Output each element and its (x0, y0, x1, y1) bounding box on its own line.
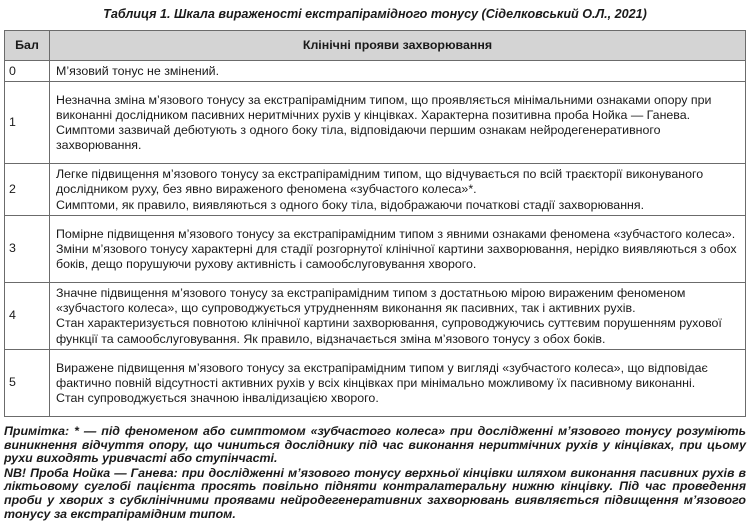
description-line: Легке підвищення м’язового тонусу за екстрапірамідним типом, що відчувається по всій траєкторії виконуваного дослідником руху, без явно вираженого феномена «зубчастого колеса»*. (56, 167, 704, 197)
score-cell: 2 (5, 164, 50, 216)
table-caption: Таблиця 1. Шкала вираженості екстрапірамідного тонусу (Сіделковський О.Л., 2021) (103, 7, 647, 21)
description-line: Стан характеризується повнотою клінічної картини захворювання, супроводжуючись суттєвим порушенням рухової функції та самообслуговування. Як правило, відзначається зміна м’язового тонусу з обох боків. (56, 316, 722, 346)
description-line: Симптоми, як правило, виявляються з одного боку тіла, відображаючи початкові стадії захворювання. (56, 197, 645, 212)
table-row (5, 164, 746, 216)
description-line: Симптоми зазвичай дебютують з одного боку тіла, відповідаючи першим ознакам нейродегенеративного захворювання. (56, 123, 661, 153)
score-cell: 4 (5, 282, 50, 349)
table-row (5, 82, 746, 164)
score-cell: 1 (5, 82, 50, 164)
table-row (5, 215, 746, 282)
table-notes (4, 425, 746, 522)
description-line: Незначна зміна м’язового тонусу за екстрапірамідним типом, що проявляється мінімальними ознаками опору при виконанні дослідником пасивних неритмічних рухів у кінцівках. Характерна позитивна проба Нойка — Ганева. (56, 92, 712, 122)
extrapyramidal-tone-scale-table (4, 30, 746, 417)
description-line: Зміни м’язового тонусу характерні для стадії розгорнутої клінічної картини захворювання, нерідко виявляються з обох боків, дещо порушуючи рухову активність і самообслуговування хворого. (56, 241, 737, 271)
description-line: Виражене підвищення м’язового тонусу за екстрапірамідним типом у вигляді «зубчастого колеса», що відповідає фактично повній відсутності активних рухів у всіх кінцівках при мінімально можливому їх пасивному виконанні. (56, 360, 708, 390)
description-cell (50, 215, 746, 282)
description-cell (50, 349, 746, 416)
score-cell: 0 (5, 61, 50, 82)
table-row (5, 349, 746, 416)
description-cell (50, 82, 746, 164)
description-cell (50, 282, 746, 349)
table-row (5, 282, 746, 349)
header-description: Клінічні прояви захворювання (50, 31, 746, 61)
score-cell: 3 (5, 215, 50, 282)
description-cell (50, 61, 746, 82)
score-cell: 5 (5, 349, 50, 416)
description-line: Стан супроводжується значною інвалідизацією хворого. (56, 390, 379, 405)
description-cell (50, 164, 746, 216)
header-score: Бал (5, 31, 50, 61)
footnote-noyka-ganev-test: NB! Проба Нойка — Ганева: при дослідженні м’язового тонусу верхньої кінцівки шляхом виконання пасивних рухів в ліктьовому суглобі пацієнта просять повільно підняти контралатеральну нижню кінцівку. Під час проведення проби у хворих з субклінічними проявами нейродегенеративних захворювань виявляється підвищення м’язового тонусу за екстрапірамідним типом. (4, 465, 746, 521)
table-row (5, 61, 746, 82)
footnote-cogwheel: Примітка: * — під феноменом або симптомом «зубчастого колеса» при дослідженні м’язового тонусу розуміють виникнення відчуття опору, що чиниться досліднику під час виконання неритмічних рухів у кінцівках, при цьому рухи виходять уривчасті або ступінчасті. (4, 424, 746, 466)
description-line: Значне підвищення м’язового тонусу за екстрапірамідним типом з достатньою мірою вираженим феноменом «зубчастого колеса», що супроводжується утрудненням виконання як пасивних, так і активних рухів. (56, 285, 686, 316)
table-header-row (5, 31, 746, 61)
description-line: Помірне підвищення м’язового тонусу за екстрапірамідним типом з явними ознаками феномена «зубчастого колеса». (56, 226, 736, 241)
description-line: М’язовий тонус не змінений. (56, 64, 220, 78)
